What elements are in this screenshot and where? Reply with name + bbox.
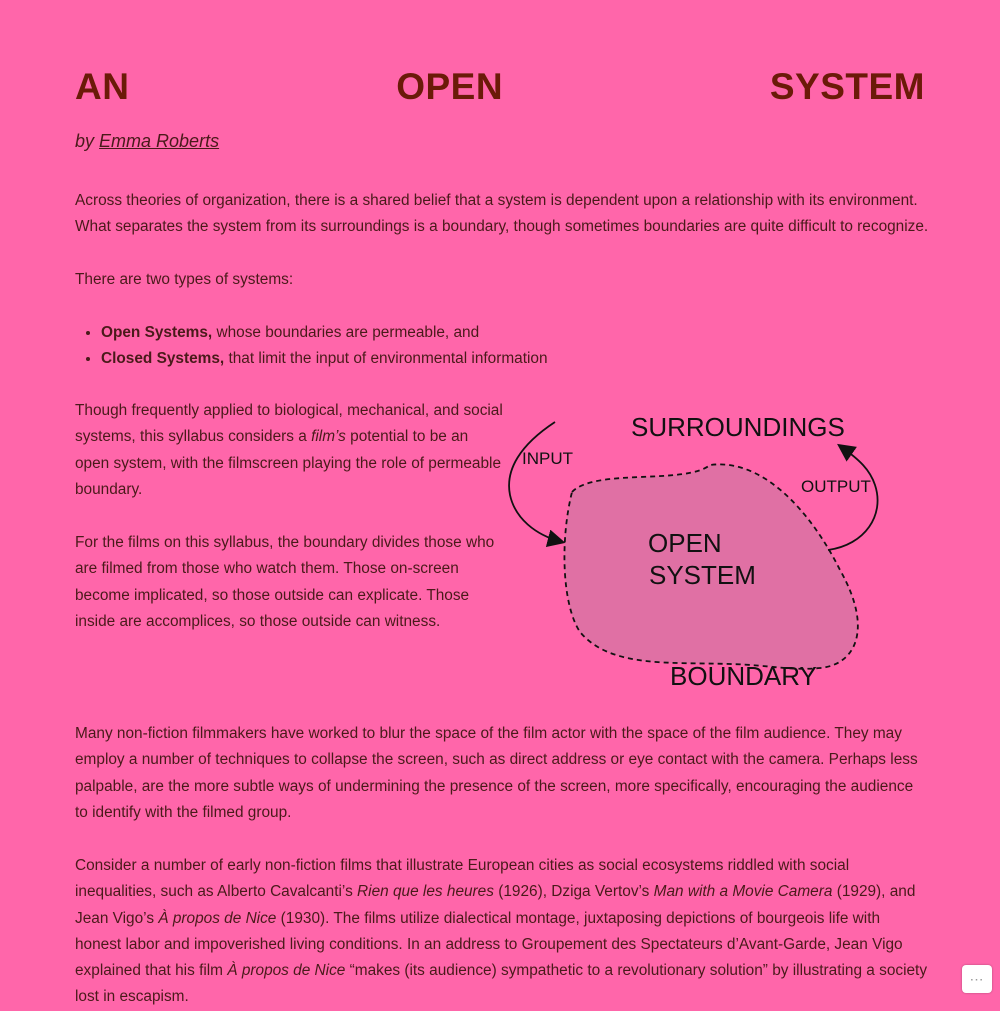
- list-item-text: that limit the input of environmental information: [224, 350, 548, 368]
- film-title: À propos de Nice: [227, 962, 346, 980]
- page-title: [75, 66, 925, 108]
- types-paragraph: There are two types of systems:: [75, 271, 294, 288]
- open-system-diagram: [500, 400, 900, 700]
- list-item-term: Closed Systems,: [101, 350, 225, 368]
- text-span: (1929), and Jean Vigo’s: [75, 883, 916, 927]
- systems-list: [75, 320, 548, 373]
- film-title: À propos de Nice: [158, 909, 277, 927]
- intro-paragraph: Across theories of organization, there is a shared belief that a system is dependent upon a relationship with its environment. What separates the system from its surroundings is a boundary, though sometimes boundaries are quite difficult to recognize.: [75, 192, 929, 236]
- list-item-text: whose boundaries are permeable, and: [212, 324, 480, 341]
- list-item-closed-systems: [101, 346, 548, 372]
- film-title: Man with a Movie Camera: [653, 883, 833, 901]
- filmmakers-paragraph: Many non-fiction filmmakers have worked to blur the space of the film actor with the space of the film audience. They may employ a number of techniques to collapse the screen, such as direct address or eye contact with the camera. Perhaps less palpable, are the more subtle ways of undermining the presence of the screen, more specifically, encouraging the audience to identify with the filmed group.: [75, 725, 918, 821]
- list-item-open-systems: [101, 320, 548, 346]
- list-item-term: Open Systems,: [101, 324, 213, 341]
- emphasis: film’s: [311, 428, 346, 446]
- more-options-button[interactable]: ⋯: [962, 965, 992, 993]
- text-span: (1926), Dziga Vertov’s: [493, 883, 654, 901]
- film-system-paragraph: [75, 398, 505, 503]
- output-arrow: [828, 446, 878, 550]
- system-label: SYSTEM: [649, 560, 756, 590]
- input-label: INPUT: [522, 449, 573, 468]
- boundary-paragraph: For the films on this syllabus, the boundary divides those who are filmed from those who watch them. Those on-screen become implicated, so those outside can explicate. Those inside are accomplices, so those outside can witness.: [75, 534, 495, 630]
- text-span: Consider a number of early non-fiction films that illustrate European cities as social ecosystems riddled with social inequalities, such as Alberto Cavalcanti’s: [75, 857, 850, 901]
- text-span: “makes (its audience) sympathetic to a revolutionary solution” by illustrating a society lost in escapism.: [75, 962, 928, 1006]
- input-arrow: [509, 422, 562, 542]
- title-word-an: AN: [75, 66, 130, 107]
- film-title: Rien que les heures: [357, 883, 494, 901]
- early-films-paragraph: [75, 853, 930, 1011]
- byline: [75, 131, 219, 152]
- text-span: (1930). The films utilize dialectical montage, juxtaposing depictions of bourgeois life with honest labor and impoverished living conditions. In an address to Groupement des Spectateurs d’Avant-Garde, Jean Vigo explained that his film: [75, 909, 903, 980]
- open-label: OPEN: [648, 528, 722, 558]
- text-span: potential to be an open system, with the filmscreen playing the role of permeable boundary.: [75, 428, 502, 498]
- title-word-system: SYSTEM: [769, 66, 925, 107]
- byline-prefix: by: [75, 131, 95, 151]
- title-word-open: OPEN: [396, 66, 504, 107]
- output-label: OUTPUT: [801, 477, 871, 496]
- boundary-label: BOUNDARY: [670, 661, 817, 691]
- author-link[interactable]: Emma Roberts: [99, 131, 220, 151]
- text-span: Though frequently applied to biological, mechanical, and social systems, this syllabus considers a: [75, 402, 503, 446]
- surroundings-label: SURROUNDINGS: [631, 412, 845, 442]
